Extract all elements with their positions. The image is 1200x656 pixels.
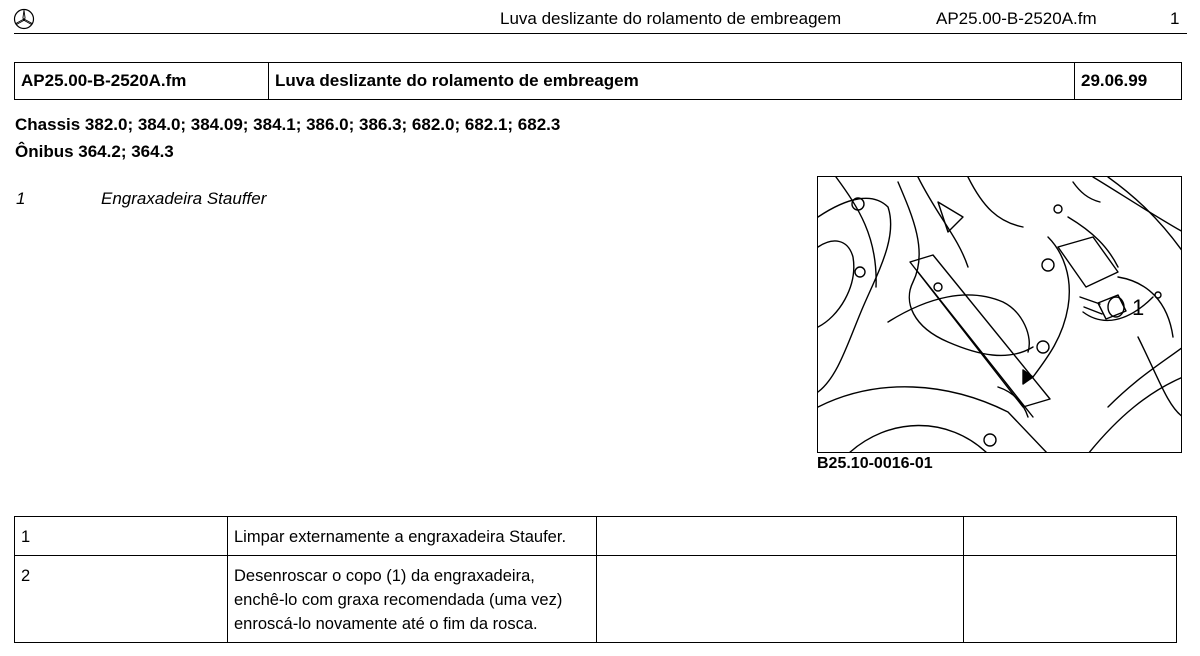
header-title: Luva deslizante do rolamento de embreagem <box>500 9 842 28</box>
step-number: 2 <box>15 556 228 643</box>
header-rule <box>14 33 1187 34</box>
chassis-applicability: Chassis 382.0; 384.0; 384.09; 384.1; 386.0; 386.3; 682.0; 682.1; 682.3 <box>15 115 561 134</box>
table-row <box>15 63 1182 100</box>
table-row <box>15 517 1177 556</box>
step-text-line: Desenroscar o copo (1) da engraxadeira, <box>234 567 535 585</box>
bus-applicability: Ônibus 364.2; 364.3 <box>15 142 174 161</box>
step-text-line: enchê-lo com graxa recomendada (uma vez) <box>234 591 563 609</box>
doc-id-cell: AP25.00-B-2520A.fm <box>15 63 269 100</box>
step-empty-cell <box>964 517 1177 556</box>
legend-label: Engraxadeira Stauffer <box>101 189 267 208</box>
technical-line-drawing <box>818 177 1182 453</box>
document-info-table <box>14 62 1182 100</box>
figure-callout-1: 1 <box>1132 295 1145 320</box>
doc-title-cell: Luva deslizante do rolamento de embreagem <box>269 63 1075 100</box>
header-page-number: 1 <box>1170 9 1180 28</box>
step-empty-cell <box>597 517 964 556</box>
table-row <box>15 556 1177 643</box>
step-empty-cell <box>597 556 964 643</box>
mercedes-star-logo-icon <box>13 8 35 30</box>
step-text-line: enroscá-lo novamente até o fim da rosca. <box>234 615 538 633</box>
step-text-line: Limpar externamente a engraxadeira Staufer. <box>234 528 567 546</box>
legend-number: 1 <box>16 189 26 208</box>
step-empty-cell <box>964 556 1177 643</box>
step-text <box>228 517 597 556</box>
figure-caption: B25.10-0016-01 <box>817 455 933 472</box>
doc-date-cell: 29.06.99 <box>1075 63 1182 100</box>
figure-frame <box>817 176 1182 453</box>
procedure-steps-table <box>14 516 1177 643</box>
step-number: 1 <box>15 517 228 556</box>
header-filename: AP25.00-B-2520A.fm <box>936 9 1097 28</box>
step-text <box>228 556 597 643</box>
